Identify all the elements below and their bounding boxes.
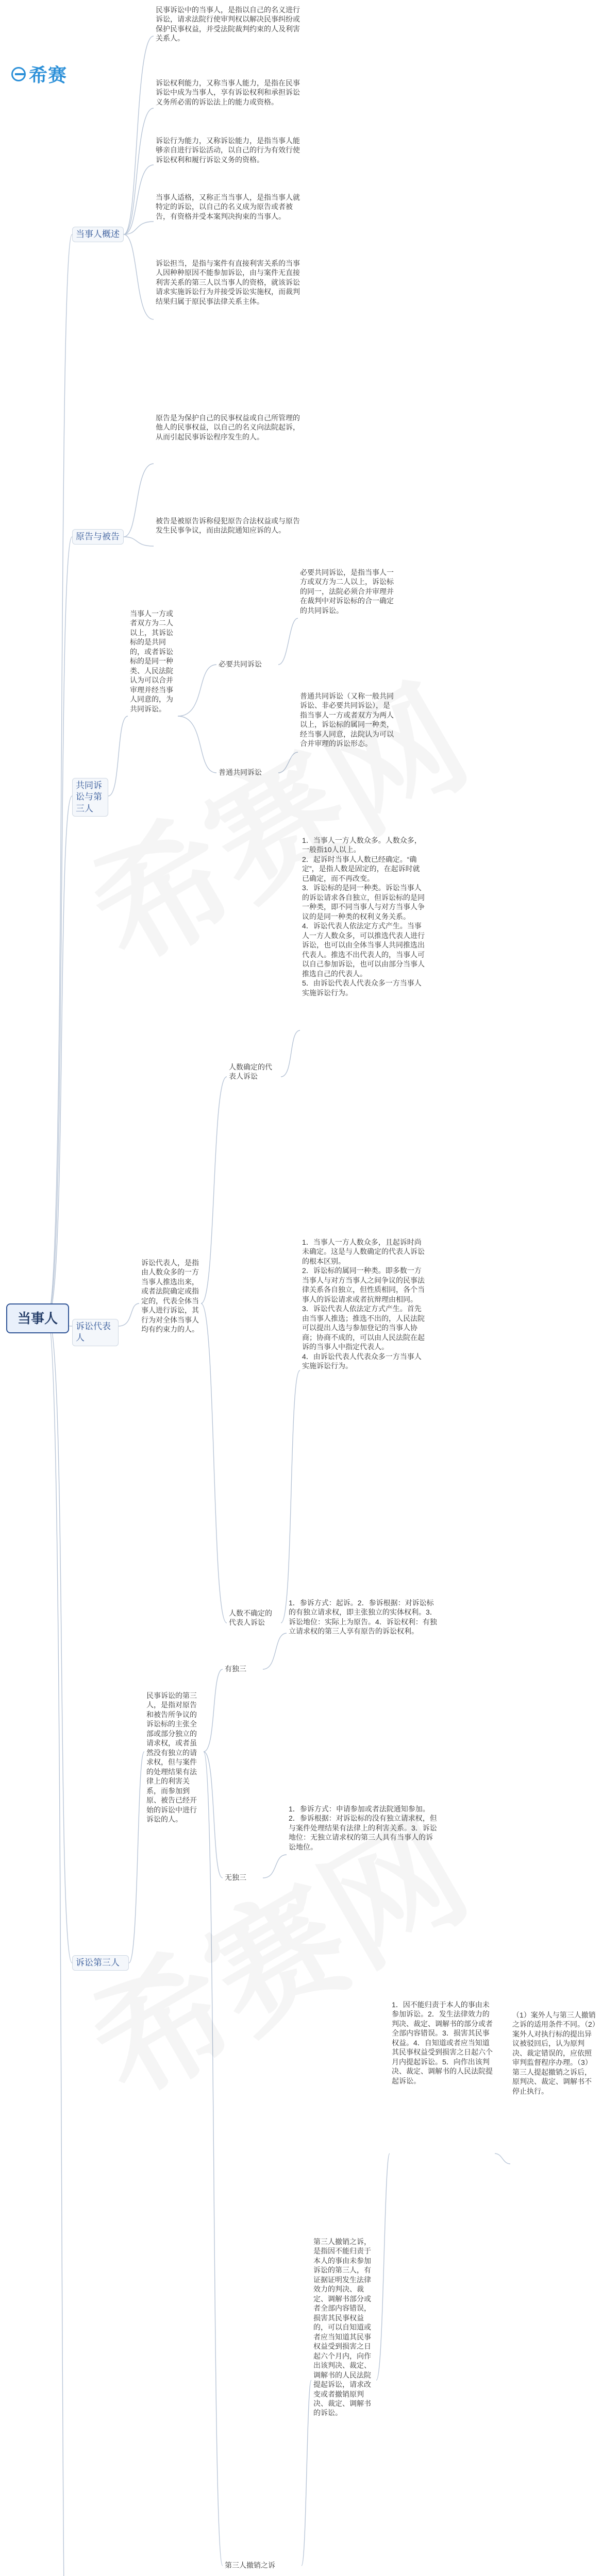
dependent-third-desc: 1．参诉方式：申请参加或者法院通知参加。2．参诉根据：对诉讼标的没有独立请求权，但与案件处理结果有法律上的利害关系。3．诉讼地位：无独立请求权的第三人具有当事人的诉讼地位。: [289, 1805, 437, 1851]
ordinary-joint-desc: 普通共同诉讼（又称一般共同诉讼、非必要共同诉讼），是指当事人一方或者双方为两人以上，诉讼标的属同一种类，经当事人同意，法院认为可以合并审理的诉讼形态。: [300, 692, 394, 748]
branch-overview[interactable]: 当事人概述: [72, 227, 124, 242]
indeterminate-representative-desc: 1．当事人一方人数众多，且起诉时尚未确定。这是与人数确定的代表人诉讼的根本区别。 2．诉讼标的属同一种类。即多数一方当事人与对方当事人之间争议的民事法律关系各自独立，但性质相同，各个当事人的诉讼请求或者抗辩理由相同。 3．诉讼代表人依法定方式产生。首先由当事人推选；推选不出的，人民法院可以提出人选与参加登记的当事人协商；协商不成的，可以由人民法院在起诉的当事人中指定代表人。 4．由诉讼代表人代表众多一方当事人实施诉讼行为。: [302, 1238, 425, 1370]
determinate-representative-desc: 1．当事人一方人数众多。人数众多，一般指10人以上。 2．起诉时当事人人数已经确定。“确定”，是指人数是固定的，在起诉时就已确定，而不再改变。 3．诉讼标的是同一种类。诉讼当事人的诉讼请求各自独立，但诉讼标的是同一种类，即不同当事人与对方当事人争议的是同一种类的权利义务关系。 4．诉讼代表人依法定方式产生。当事人一方人数众多，可以推选代表人进行诉讼，也可以由全体当事人共同推选出代表人。推选不出代表人的，当事人可以自己参加诉讼，也可以由部分当事人推选自己的代表人。 5．由诉讼代表人代表众多一方当事人实施诉讼行为。: [302, 836, 425, 997]
independent-third-party[interactable]: 有独三: [225, 1665, 246, 1673]
third-party-revocation-suit[interactable]: 第三人撤销之诉: [225, 2561, 275, 2569]
dependent-third-party[interactable]: 无独三: [225, 1873, 246, 1882]
determinate-representative[interactable]: 人数确定的代表人诉讼: [229, 1063, 272, 1081]
defendant-definition: 被告是被原告诉称侵犯原告合法权益或与原告发生民事争议，而由法院通知应诉的人。: [156, 517, 300, 535]
revocation-suit-conditions: 1．因不能归责于本人的事由未参加诉讼。2．发生法律效力的判决、裁定、调解书的部分或者全部内容错误。3．损害其民事权益。4．自知道或者应当知道其民事权益受到损害之日起六个月内提起诉讼。5．向作出该判决、裁定、调解书的人民法院提起诉讼。: [392, 2001, 493, 2085]
revocation-suit-definition: 第三人撤销之诉，是指因不能归责于本人的事由未参加诉讼的第三人，有证据证明发生法律效力的判决、裁定、调解书部分或者全部内容错误，损害其民事权益的，可以自知道或者应当知道其民事权益受到损害之日起六个月内，向作出该判决、裁定、调解书的人民法院提起诉讼，请求改变或者撤销原判决、裁定、调解书的诉讼。: [313, 2238, 371, 2417]
logo-icon: [11, 67, 26, 81]
brand-logo: [11, 61, 67, 87]
ordinary-joint-litigation[interactable]: 普通共同诉讼: [219, 768, 262, 776]
revocation-suit-note: （1）案外人与第三人撤销之诉的适用条件不同。（2）案外人对执行标的提出异议被驳回后，认为原判决、裁定错误的，应依照审判监督程序办理。（3）第三人提起撤销之诉后，原判决、裁定、调解书不停止执行。: [512, 2011, 596, 2095]
plaintiff-definition: 原告是为保护自己的民事权益或自己所管理的他人的民事权益，以自己的名义向法院起诉，从而引起民事诉讼程序发生的人。: [156, 414, 300, 441]
overview-capacity-rights: 诉讼权利能力，又称当事人能力，是指在民事诉讼中成为当事人，享有诉讼权利和承担诉讼义务所必需的诉讼法上的能力或资格。: [156, 79, 300, 106]
independent-third-desc: 1．参诉方式：起诉。2．参诉根据：对诉讼标的有独立请求权，即主张独立的实体权利。3．诉讼地位：实际上为原告。4．诉讼权利：有独立请求权的第三人享有原告的诉讼权利。: [289, 1599, 437, 1636]
overview-litigation-trust: 诉讼担当，是指与案件有直接利害关系的当事人因种种原因不能参加诉讼，由与案件无直接利害关系的第三人以当事人的资格，就该诉讼请求实施诉讼行为并接受诉讼实施权，而裁判结果归属于原民事法律关系主体。: [156, 259, 300, 306]
overview-proper-party: 当事人适格，又称正当当事人，是指当事人就特定的诉讼，以自己的名义成为原告或者被告，有资格并受本案判决拘束的当事人。: [156, 193, 300, 221]
branch-litigation-representative[interactable]: 诉讼代表人: [72, 1319, 119, 1346]
branch-third-party[interactable]: 诉讼第三人: [72, 1955, 129, 1971]
brand-name: 希赛: [29, 65, 68, 86]
indeterminate-representative[interactable]: 人数不确定的代表人诉讼: [229, 1609, 272, 1627]
joint-litigation-definition: 当事人一方或者双方为二人以上，其诉讼标的是共同的，或者诉讼标的是同一种类、人民法院认为可以合并审理并经当事人同意的，为共同诉讼。: [130, 609, 173, 713]
branch-joint-litigation[interactable]: 共同诉讼与第三人: [72, 778, 108, 817]
root-node[interactable]: 当事人: [6, 1303, 69, 1333]
necessary-joint-desc: 必要共同诉讼，是指当事人一方或双方为二人以上，诉讼标的同一，法院必须合并审理并在裁判中对诉讼标的合一确定的共同诉讼。: [300, 568, 394, 615]
overview-capacity-acts: 诉讼行为能力，又称诉讼能力，是指当事人能够亲自进行诉讼活动，以自己的行为有效行使诉讼权利和履行诉讼义务的资格。: [156, 137, 300, 164]
representative-definition: 诉讼代表人，是指由人数众多的一方当事人推选出来，或者法院确定或指定的，代表全体当事人进行诉讼，其行为对全体当事人均有约束力的人。: [141, 1259, 199, 1334]
necessary-joint-litigation[interactable]: 必要共同诉讼: [219, 660, 262, 668]
overview-definition: 民事诉讼中的当事人，是指以自己的名义进行诉讼，请求法院行使审判权以解决民事纠纷或保护民事权益，并受法院裁判约束的人及利害关系人。: [156, 6, 300, 43]
third-party-definition: 民事诉讼的第三人，是指对原告和被告所争议的诉讼标的主张全部或部分独立的请求权，或者虽然没有独立的请求权，但与案件的处理结果有法律上的利害关系，而参加到原、被告已经开始的诉讼中进行诉讼的人。: [146, 1691, 197, 1824]
branch-plaintiff-defendant[interactable]: 原告与被告: [72, 529, 124, 545]
